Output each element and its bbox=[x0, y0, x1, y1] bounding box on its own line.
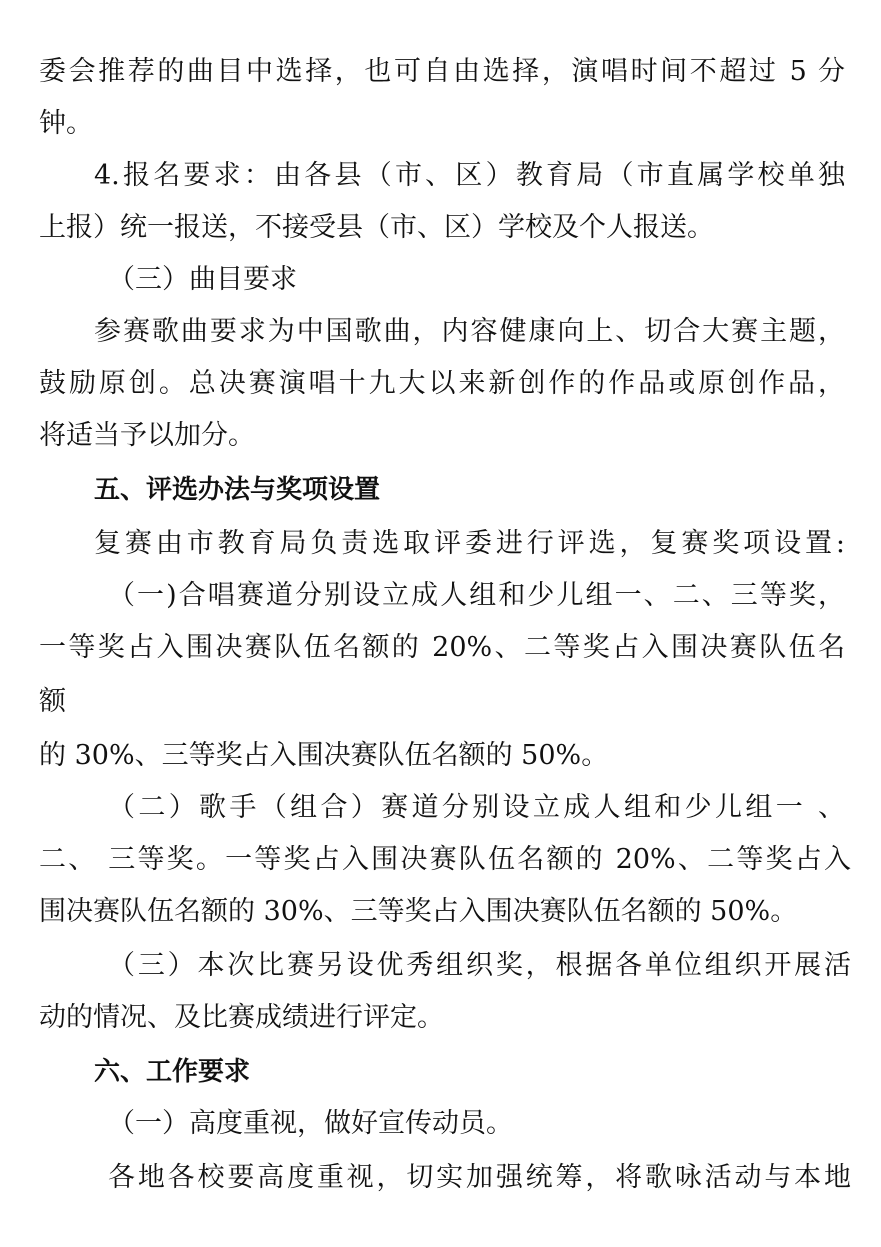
section-heading: 五、评选办法与奖项设置 bbox=[94, 475, 381, 505]
text-line: 委会推荐的曲目中选择，也可自由选择，演唱时间不超过 5 分 bbox=[39, 56, 845, 87]
text-line: 额 bbox=[39, 686, 66, 717]
text-line: 动的情况、及比赛成绩进行评定。 bbox=[39, 1002, 444, 1033]
text-line: （一)合唱赛道分别设立成人组和少儿组一、二、三等奖， bbox=[108, 580, 845, 611]
subsection-heading: （一）高度重视，做好宣传动员。 bbox=[108, 1108, 513, 1139]
text-line: 钟。 bbox=[39, 108, 93, 139]
text-line: 参赛歌曲要求为中国歌曲，内容健康向上、切合大赛主题， bbox=[94, 316, 845, 347]
text-line: 二、 三等奖。一等奖占入围决赛队伍名额的 20%、二等奖占入 bbox=[39, 844, 851, 875]
text-line: 鼓励原创。总决赛演唱十九大以来新创作的作品或原创作品， bbox=[39, 368, 845, 399]
text-line: 上报）统一报送，不接受县（市、区）学校及个人报送。 bbox=[39, 212, 714, 243]
section-heading: 六、工作要求 bbox=[94, 1057, 251, 1087]
text-line: （二）歌手（组合）赛道分别设立成人组和少儿组一 、 bbox=[108, 792, 845, 823]
text-line: 围决赛队伍名额的 30%、三等奖占入围决赛队伍名额的 50%。 bbox=[39, 896, 798, 927]
text-line: 的 30%、三等奖占入围决赛队伍名额的 50%。 bbox=[39, 740, 609, 771]
text-line: 将适当予以加分。 bbox=[39, 420, 255, 451]
text-line: 4.报名要求：由各县（市、区）教育局（市直属学校单独 bbox=[94, 160, 845, 191]
text-line: 各地各校要高度重视，切实加强统筹，将歌咏活动与本地 bbox=[108, 1162, 851, 1193]
text-line: （三）本次比赛另设优秀组织奖，根据各单位组织开展活 bbox=[108, 950, 851, 981]
text-line: 一等奖占入围决赛队伍名额的 20%、二等奖占入围决赛队伍名 bbox=[39, 632, 845, 663]
text-line: 复赛由市教育局负责选取评委进行评选，复赛奖项设置: bbox=[94, 528, 845, 559]
subsection-heading: （三）曲目要求 bbox=[108, 264, 297, 295]
